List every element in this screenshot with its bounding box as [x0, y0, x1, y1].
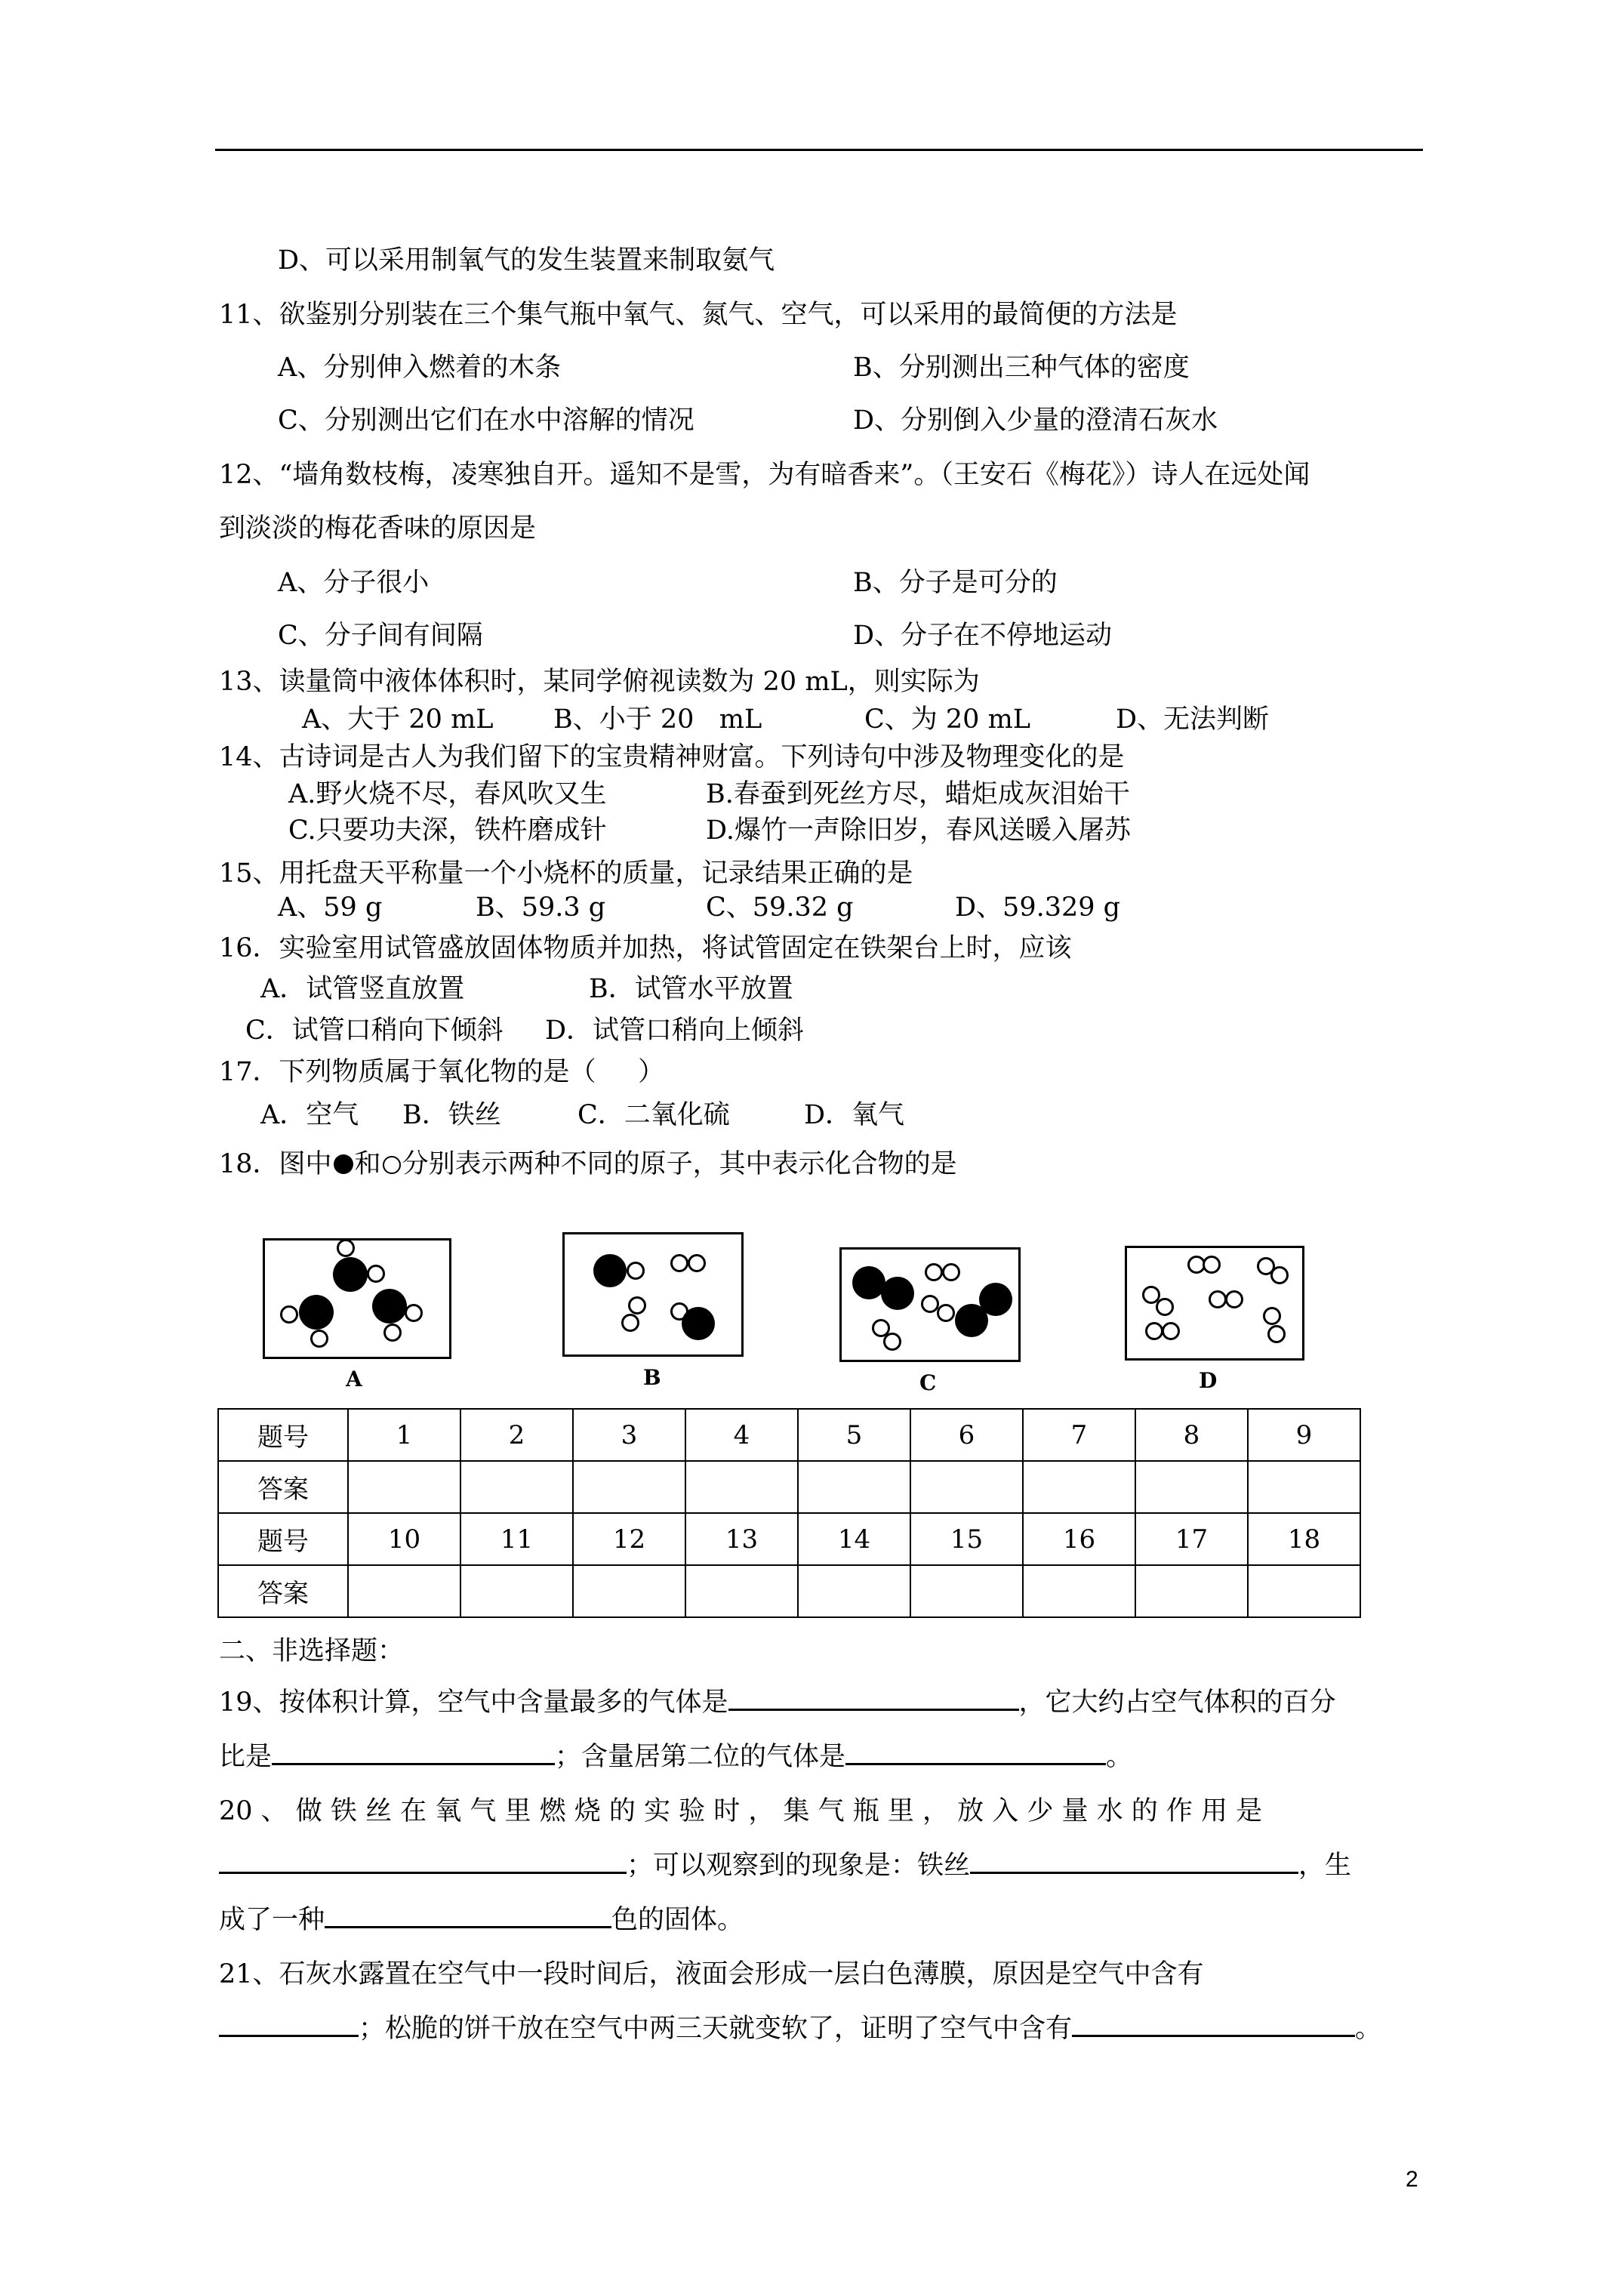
- q19-text: 19、按体积计算，空气中含量最多的气体是: [219, 1687, 728, 1718]
- diagram-c: [839, 1247, 1021, 1362]
- q12-option-a: A、分子很小: [278, 568, 430, 598]
- q16-option-c: C．试管口稍向下倾斜: [245, 1015, 504, 1046]
- filled-atom: [682, 1307, 715, 1340]
- q13-option-c: C、为 20 mL: [864, 704, 1030, 735]
- q19-line2: [219, 1740, 1132, 1774]
- answer-cell[interactable]: [460, 1565, 573, 1617]
- answer-cell[interactable]: [1023, 1565, 1135, 1617]
- q14-option-a: A.野火烧不尽，春风吹又生: [288, 779, 607, 809]
- q15-option-d: D、59.329 g: [955, 892, 1121, 923]
- hollow-atom: [942, 1263, 960, 1281]
- q18-stem-post: 分别表示两种不同的原子，其中表示化合物的是: [402, 1149, 957, 1179]
- q11-stem: 11、欲鉴别分别装在三个集气瓶中氧气、氮气、空气，可以采用的最简便的方法是: [219, 300, 1178, 330]
- q18-stem-pre: 18．图中: [219, 1149, 332, 1179]
- q18-stem-mid: 和: [354, 1149, 381, 1179]
- hollow-atom: [1145, 1322, 1163, 1340]
- q14-option-d: D.爆竹一声除旧岁，春风送暖入屠苏: [706, 815, 1131, 846]
- q13-stem: 13、读量筒中液体体积时，某同学俯视读数为 20 mL，则实际为: [219, 667, 980, 697]
- answer-cell[interactable]: [1023, 1461, 1135, 1513]
- q14-option-b: B.春蚕到死丝方尽，蜡炬成灰泪始干: [706, 779, 1130, 809]
- table-row: [218, 1565, 1360, 1617]
- question-number-cell: 1: [348, 1409, 460, 1461]
- question-number-cell: 16: [1023, 1513, 1135, 1565]
- question-number-cell: 7: [1023, 1409, 1135, 1461]
- row-label: 题号: [218, 1409, 348, 1461]
- hollow-atom: [383, 1324, 402, 1342]
- q14-stem: 14、古诗词是古人为我们留下的宝贵精神财富。下列诗句中涉及物理变化的是: [219, 742, 1125, 772]
- q18-stem: [219, 1148, 957, 1181]
- q17-option-c: C．二氧化硫: [577, 1100, 730, 1130]
- row-label: 答案: [218, 1565, 348, 1617]
- answer-cell[interactable]: [910, 1565, 1023, 1617]
- hollow-atom: [1225, 1290, 1243, 1308]
- answer-cell[interactable]: [1248, 1461, 1360, 1513]
- q21-text: ；松脆的饼干放在空气中两三天就变软了，证明了空气中含有: [359, 2014, 1073, 2044]
- question-number-cell: 14: [798, 1513, 910, 1565]
- q13-option-d: D、无法判断: [1116, 704, 1270, 735]
- hollow-atom: [280, 1305, 298, 1324]
- answer-cell[interactable]: [348, 1565, 460, 1617]
- filled-atom: [372, 1289, 407, 1324]
- hollow-atom: [1270, 1266, 1289, 1284]
- q19-text: 。: [1106, 1742, 1133, 1772]
- answer-cell[interactable]: [573, 1461, 685, 1513]
- answer-cell[interactable]: [348, 1461, 460, 1513]
- hollow-atom: [310, 1330, 328, 1348]
- answer-cell[interactable]: [460, 1461, 573, 1513]
- diagram-d: [1125, 1246, 1304, 1361]
- hollow-atom: [1263, 1307, 1281, 1325]
- answer-cell[interactable]: [910, 1461, 1023, 1513]
- hollow-atom: [628, 1296, 646, 1314]
- question-number-cell: 8: [1135, 1409, 1248, 1461]
- hollow-atom: [1203, 1256, 1221, 1274]
- question-number-cell: 13: [685, 1513, 798, 1565]
- hollow-circle-icon: [383, 1156, 401, 1174]
- q16-option-b: B．试管水平放置: [589, 974, 793, 1004]
- question-number-cell: 18: [1248, 1513, 1360, 1565]
- q12-stem-line2: 到淡淡的梅花香味的原因是: [219, 513, 537, 544]
- table-row: [218, 1513, 1360, 1565]
- hollow-atom: [1209, 1290, 1227, 1308]
- page-number: 2: [1406, 2167, 1418, 2192]
- question-number-cell: 9: [1248, 1409, 1360, 1461]
- q16-option-a: A．试管竖直放置: [260, 974, 465, 1004]
- q11-option-d: D、分别倒入少量的澄清石灰水: [853, 405, 1218, 436]
- q20-text: 成了一种: [219, 1905, 325, 1935]
- diagram-label-d: D: [1199, 1368, 1218, 1393]
- answer-cell[interactable]: [685, 1461, 798, 1513]
- q19-blank-3[interactable]: [845, 1740, 1106, 1765]
- hollow-atom: [337, 1239, 355, 1257]
- filled-atom: [979, 1283, 1012, 1316]
- answer-cell[interactable]: [798, 1565, 910, 1617]
- answer-cell[interactable]: [1135, 1565, 1248, 1617]
- question-number-cell: 2: [460, 1409, 573, 1461]
- row-label: 答案: [218, 1461, 348, 1513]
- q20-blank-1[interactable]: [219, 1849, 627, 1874]
- table-row: [218, 1409, 1360, 1461]
- q21-text: 。: [1355, 2014, 1382, 2044]
- question-number-cell: 5: [798, 1409, 910, 1461]
- q11-option-b: B、分别测出三种气体的密度: [853, 353, 1190, 383]
- q19-blank-1[interactable]: [728, 1686, 1019, 1711]
- q21-blank-1[interactable]: [219, 2012, 359, 2037]
- q13-option-a: A、大于 20 mL: [302, 704, 494, 735]
- answer-cell[interactable]: [685, 1565, 798, 1617]
- answer-cell[interactable]: [573, 1565, 685, 1617]
- filled-atom: [881, 1277, 914, 1310]
- answer-cell[interactable]: [1135, 1461, 1248, 1513]
- answer-cell[interactable]: [798, 1461, 910, 1513]
- row-label: 题号: [218, 1513, 348, 1565]
- q13-option-b: B、小于 20 mL: [553, 704, 762, 735]
- q20-blank-3[interactable]: [325, 1903, 611, 1928]
- answer-table: [217, 1408, 1361, 1618]
- q21-blank-2[interactable]: [1072, 2012, 1355, 2037]
- q12-option-b: B、分子是可分的: [853, 568, 1058, 598]
- q12-stem-line1: 12、“墙角数枝梅，凌寒独自开。遥知不是雪，为有暗香来”。（王安石《梅花》）诗人在远处闻: [219, 460, 1310, 490]
- q20-text: ，生: [1298, 1851, 1352, 1881]
- q11-option-c: C、分别测出它们在水中溶解的情况: [278, 405, 694, 436]
- q21-line1: 21、石灰水露置在空气中一段时间后，液面会形成一层白色薄膜，原因是空气中含有: [219, 1959, 1204, 1989]
- q15-option-c: C、59.32 g: [706, 892, 854, 923]
- question-number-cell: 12: [573, 1513, 685, 1565]
- answer-cell[interactable]: [1248, 1565, 1360, 1617]
- q19-text: ，它大约占空气体积的百分: [1018, 1687, 1336, 1718]
- section-title: 二、非选择题：: [219, 1636, 405, 1666]
- q19-line1: [219, 1686, 1336, 1719]
- filled-circle-icon: [334, 1154, 353, 1174]
- q19-text: 比是: [219, 1742, 273, 1772]
- header-rule: [215, 149, 1423, 151]
- hollow-atom: [367, 1265, 385, 1283]
- q21-line2: [219, 2012, 1381, 2045]
- q15-stem: 15、用托盘天平称量一个小烧杯的质量，记录结果正确的是: [219, 858, 913, 889]
- hollow-atom: [937, 1304, 955, 1322]
- hollow-atom: [925, 1263, 943, 1281]
- q16-option-d: D．试管口稍向上倾斜: [545, 1015, 805, 1046]
- diagram-label-b: B: [643, 1365, 661, 1390]
- question-number-cell: 4: [685, 1409, 798, 1461]
- question-number-cell: 11: [460, 1513, 573, 1565]
- q20-blank-2[interactable]: [970, 1849, 1298, 1874]
- hollow-atom: [1156, 1298, 1174, 1316]
- q17-option-a: A．空气: [260, 1100, 359, 1130]
- question-number-cell: 15: [910, 1513, 1023, 1565]
- q17-option-b: B．铁丝: [402, 1100, 501, 1130]
- q12-option-d: D、分子在不停地运动: [853, 621, 1113, 651]
- q15-option-b: B、59.3 g: [476, 892, 606, 923]
- q17-option-d: D．氧气: [804, 1100, 905, 1130]
- hollow-atom: [688, 1254, 706, 1272]
- diagram-b: [562, 1232, 744, 1357]
- filled-atom: [333, 1257, 368, 1292]
- hollow-atom: [883, 1333, 901, 1351]
- filled-atom: [299, 1295, 334, 1330]
- q16-stem: 16．实验室用试管盛放固体物质并加热，将试管固定在铁架台上时，应该: [219, 933, 1072, 963]
- diagram-a: [263, 1238, 451, 1359]
- q20-line2: [219, 1849, 1351, 1882]
- q12-option-c: C、分子间有间隔: [278, 621, 483, 651]
- diagram-label-a: A: [346, 1367, 362, 1391]
- q20-line1: 20 、 做 铁 丝 在 氧 气 里 燃 烧 的 实 验 时 ， 集 气 瓶 里 ， 放 入 少 量 水 的 作 用 是: [219, 1796, 1263, 1826]
- table-row: [218, 1461, 1360, 1513]
- q20-text: 色的固体。: [611, 1905, 744, 1935]
- q19-text: ；含量居第二位的气体是: [555, 1742, 846, 1772]
- q19-blank-2[interactable]: [272, 1740, 555, 1765]
- q10-option-d: D、可以采用制氧气的发生装置来制取氨气: [278, 245, 775, 276]
- hollow-atom: [1267, 1325, 1286, 1343]
- diagram-label-c: C: [919, 1370, 937, 1395]
- q20-text: ；可以观察到的现象是：铁丝: [627, 1851, 971, 1881]
- hollow-atom: [627, 1262, 645, 1280]
- q14-option-c: C.只要功夫深，铁杵磨成针: [288, 815, 607, 846]
- hollow-atom: [670, 1254, 688, 1272]
- q20-line3: [219, 1903, 744, 1937]
- q11-option-a: A、分别伸入燃着的木条: [278, 353, 562, 383]
- question-number-cell: 17: [1135, 1513, 1248, 1565]
- filled-atom: [593, 1254, 627, 1287]
- hollow-atom: [405, 1304, 423, 1322]
- question-number-cell: 3: [573, 1409, 685, 1461]
- q17-stem: 17．下列物质属于氧化物的是（ ）: [219, 1057, 665, 1087]
- question-number-cell: 6: [910, 1409, 1023, 1461]
- hollow-atom: [621, 1314, 639, 1332]
- hollow-atom: [1162, 1322, 1180, 1340]
- q15-option-a: A、59 g: [278, 892, 383, 923]
- question-number-cell: 10: [348, 1513, 460, 1565]
